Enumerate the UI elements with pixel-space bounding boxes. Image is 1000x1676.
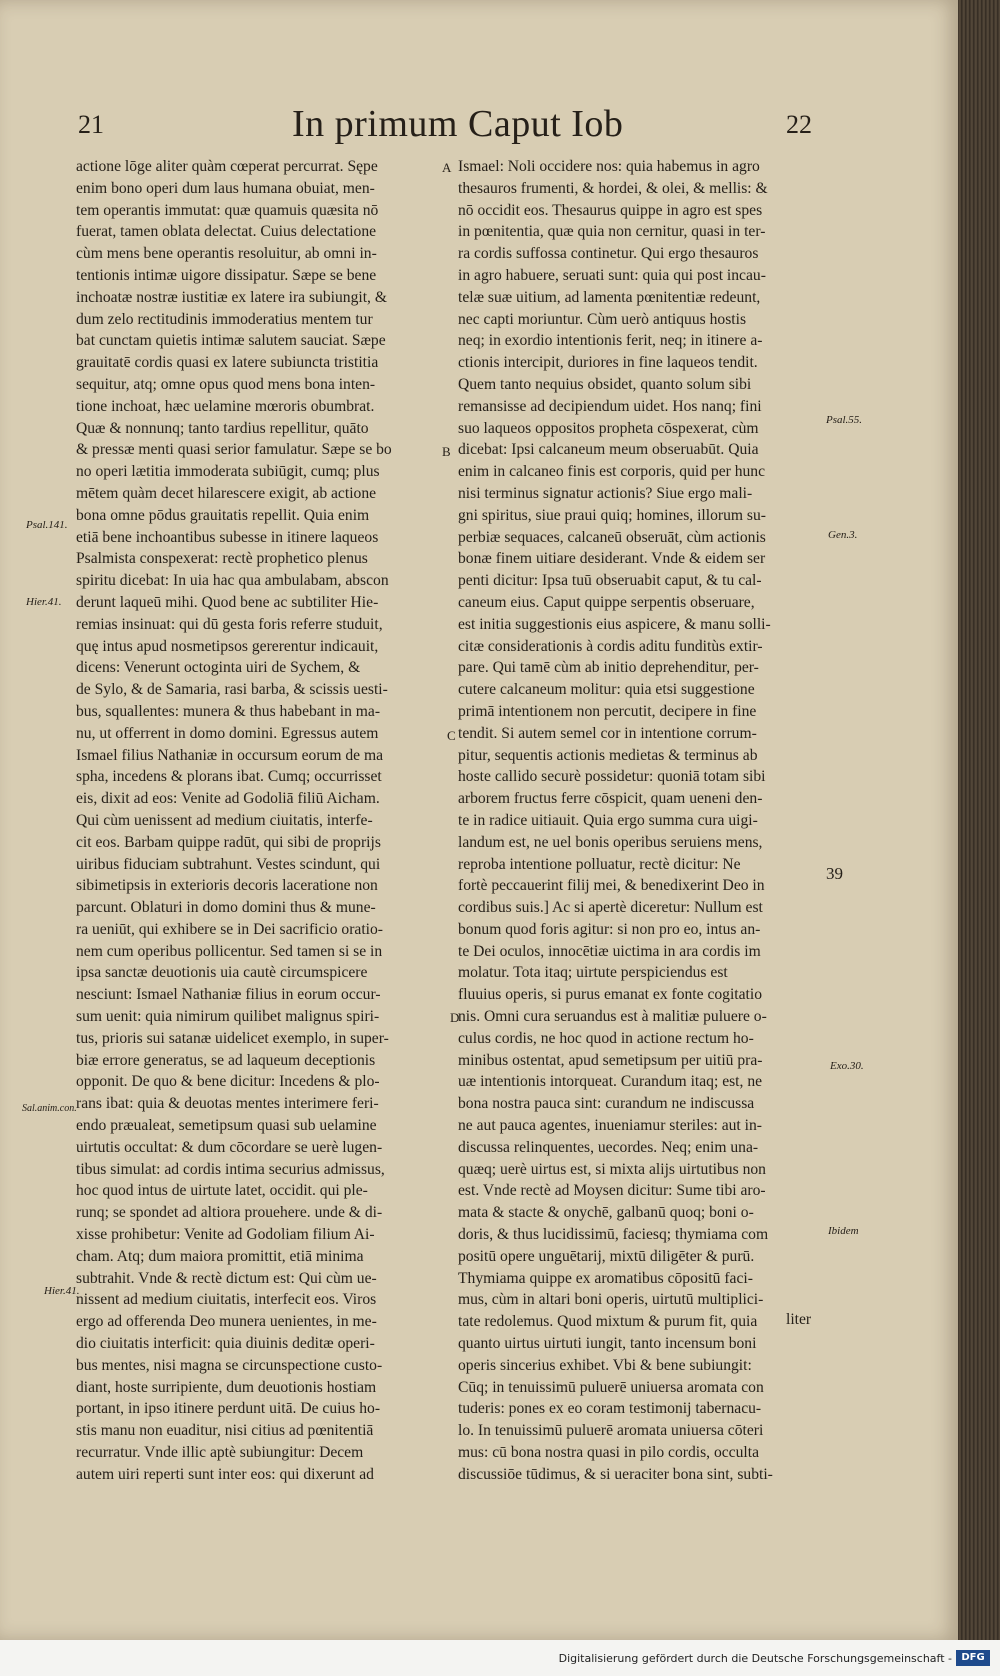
text-line: autem uiri reperti sunt inter eos: qui dixerunt ad	[76, 1465, 374, 1483]
text-line: quę intus apud nosmetipsos gererentur indicauit,	[76, 637, 379, 655]
text-line: ergo ad offerenda Deo munera uenientes, in me-	[76, 1313, 377, 1331]
text-line: Psalmista conspexerat: rectè prophetico plenus	[76, 550, 368, 568]
page-number-right: 22	[786, 110, 812, 139]
text-line: hoste callido securè possidetur: quoniā totam sibi	[458, 768, 766, 786]
text-line: remansisse ad decipiendum uidet. Hos nanq; fini	[458, 397, 762, 415]
text-line: nō occidit eos. Thesaurus quippe in agro est spes	[458, 201, 763, 219]
text-line: biæ errore generatus, se ad laqueum deceptionis	[76, 1051, 376, 1069]
text-line: ipsa sanctæ deuotionis uia cautè circumspicere	[76, 964, 368, 982]
text-line: remias insinuat: qui dū gesta foris referre studuit,	[76, 615, 383, 633]
text-line: nissent ad medium ciuitatis, interfecit eos. Viros	[76, 1291, 377, 1309]
book-page-edges	[958, 0, 1000, 1640]
text-line: mus: cū bona nostra quasi in pilo cordis, occulta	[458, 1444, 759, 1462]
text-line: fuerat, tamen oblata delectat. Cuius delectatione	[76, 223, 377, 241]
text-line: sibimetipsis in exterioris decoris laceratione non	[76, 877, 378, 895]
text-line: est. Vnde rectè ad Moysen dicitur: Sume tibi aro-	[458, 1182, 766, 1200]
text-line: spha, incedens & plorans ibat. Cumq; occurrisset	[76, 768, 382, 786]
text-line: suo laqueos oppositos propheta cōspexerat, cùm	[458, 419, 759, 437]
text-line: tate redolemus. Quod mixtum & purum fit, quia	[458, 1313, 758, 1331]
margin-note-right: 39	[826, 864, 843, 883]
text-line: no operi lætitia immoderata subiūgit, cumq; plus	[76, 463, 380, 481]
text-line: xisse prohibetur: Venite ad Godoliam filium Ai-	[76, 1226, 375, 1244]
text-line: nem cum operibus pollicentur. Sed tamen si se in	[76, 942, 383, 960]
text-line: dum zelo rectitudinis immoderatius mentem tur	[76, 310, 373, 328]
text-line: mus, cùm in altari boni operis, uirtutū multiplici-	[458, 1291, 764, 1309]
text-line: gni spiritus, siue praui quiq; homines, illorum su-	[458, 506, 766, 524]
text-line: nesciunt: Ismael Nathaniæ filius in eorum occur-	[76, 986, 381, 1004]
margin-note-right: Psal.55.	[826, 414, 863, 426]
text-line: sequitur, atq; omne opus quod mens bona inten-	[76, 375, 376, 393]
text-line: opponit. De quo & bene dicitur: Incedens & plo-	[76, 1073, 380, 1091]
section-letter-b: B	[442, 444, 451, 459]
text-line: etiā bene inchoantibus subesse in itinere laqueos	[76, 528, 379, 546]
text-line: uæ intentionis intorqueat. Curandum itaq; est, ne	[458, 1073, 763, 1091]
text-line: bat cunctam quietis intimæ salutem sauciat. Sæpe	[76, 332, 386, 350]
text-line: bona nostra pauca sint: curandum ne indiscussa	[458, 1095, 755, 1113]
text-line: positū opere unguētarij, mixtū diligēter & purū.	[458, 1247, 755, 1265]
right-text-column	[458, 156, 820, 1486]
text-line: derunt laqueū mihi. Quod bene ac subtiliter Hie-	[76, 593, 379, 611]
text-line: nu, ut offerrent in domo domini. Egressus autem	[76, 724, 379, 742]
text-line: minibus ostentat, apud semetipsum per uitiū pra-	[458, 1051, 763, 1069]
text-line: discussiōe tūdimus, & si ueraciter bona sint, subti-	[458, 1465, 773, 1483]
text-line: runq; se spondet ad altiora prouehere. unde & di-	[76, 1204, 383, 1222]
text-line: tendit. Si autem semel cor in intentione corrum-	[458, 724, 757, 742]
text-line: cordibus suis.] Ac si apertè diceretur: Nullum est	[458, 899, 763, 917]
text-line: fortè peccauerint filij mei, & benedixerint Deo in	[458, 877, 765, 895]
section-letter-d: D	[450, 1010, 460, 1025]
catchword: liter	[786, 1311, 812, 1328]
text-line: thesauros frumenti, & hordei, & olei, & mellis: &	[458, 179, 768, 197]
text-line: hoc quod intus de uirtute latet, occidit. qui ple-	[76, 1182, 368, 1200]
text-line: inchoatæ nostræ iustitiæ ex latere ira subiungit, &	[76, 288, 387, 306]
text-line: landum est, ne uel bonis operibus seruiens mens,	[458, 833, 763, 851]
text-line: cutere calcaneum molitur: quia etsi suggestione	[458, 681, 755, 699]
text-line: dicebat: Ipsi calcaneum meum obseruabūt. Quia	[458, 441, 759, 459]
text-line: operis sincerius exhibet. Vbi & bene subiungit:	[458, 1356, 752, 1374]
text-line: Quæ & nonnunq; tanto tardius repellitur, quāto	[76, 419, 369, 437]
text-line: spiritu dicebat: In uia hac qua ambulabam, abscon	[76, 572, 389, 590]
text-line: bona omne pōdus grauitatis repellit. Quia enim	[76, 506, 370, 524]
text-line: subtrahit. Vnde & rectè dictum est: Qui cùm ue-	[76, 1269, 377, 1287]
text-line: te in radice uitiauit. Quia ergo summa cura uigi-	[458, 811, 758, 829]
text-line: sum uenit: quia nimirum quilibet malignus spiri-	[76, 1008, 380, 1026]
text-line: endo præualeat, semetipsum quasi sub uelamine	[76, 1117, 377, 1135]
text-line: reproba intentione polluatur, rectè dicitur: Ne	[458, 855, 741, 873]
text-line: penti dicitur: Ipsa tuū obseruabit caput, & tu cal-	[458, 572, 762, 590]
text-line: tus, prioris sui satanæ uidelicet exemplo, in super-	[76, 1029, 389, 1047]
text-line: Ismael filius Nathaniæ in occursum eorum de ma	[76, 746, 384, 764]
text-line: est initia suggestionis eius aspicere, & manu solli-	[458, 615, 771, 633]
text-line: citæ considerationis à cordis aditu funditùs extir-	[458, 637, 763, 655]
text-line: tibus simulat: ad cordis intima securius admissus,	[76, 1160, 385, 1178]
text-line: mētem quàm decet hilarescere exigit, ab actione	[76, 484, 377, 502]
running-title: In primum Caput Iob	[292, 103, 624, 145]
text-line: ra cordis suffossa continetur. Qui ergo thesauros	[458, 245, 759, 263]
text-line: bus, squallentes: munera & thus habebant in ma-	[76, 702, 381, 720]
text-line: cham. Atq; dum maiora promittit, etiā minima	[76, 1247, 364, 1265]
text-line: culus cordis, ne hoc quod in actione rectum ho-	[458, 1029, 754, 1047]
text-line: stis manu non euaditur, nisi citius ad pœnitentiā	[76, 1422, 374, 1440]
text-line: nec capti moriuntur. Cùm uerò antiquus hostis	[458, 310, 747, 328]
text-line: telæ suæ uitium, ad lamenta pœnitentiæ redeunt,	[458, 288, 761, 306]
text-line: molatur. Tota itaq; uirtute perspiciendus est	[458, 964, 728, 982]
margin-note-right: Ibidem	[828, 1225, 859, 1237]
text-line: Thymiama quippe ex aromatibus cōpositū faci-	[458, 1269, 753, 1287]
text-line: Quem tanto nequius obsidet, quanto solum sibi	[458, 375, 752, 393]
text-line: caneum eius. Caput quippe serpentis obseruare,	[458, 593, 755, 611]
page-number-left: 21	[78, 110, 104, 139]
text-line: uiribus fiduciam subtrahunt. Vestes scindunt, qui	[76, 855, 381, 873]
text-line: neq; in exordio intentionis ferit, neq; in itinere a-	[458, 332, 763, 350]
text-line: enim bono operi dum laus humana obuiat, men-	[76, 179, 375, 197]
text-line: Cūq; in tenuissimū puluerē uniuersa aromata con	[458, 1378, 764, 1396]
text-line: actione lōge aliter quàm cœperat percurrat. Sępe	[76, 158, 378, 175]
text-line: pare. Qui tamē cùm ab initio deprehenditur, per-	[458, 659, 759, 677]
text-line: quanto uirtus uirtuti iungit, tanto incensum boni	[458, 1335, 757, 1353]
text-line: ra ueniūt, qui exhibere se in Dei sacrificio oratio-	[76, 920, 383, 938]
text-line: bonum quod foris agitur: si non pro eo, intus an-	[458, 920, 761, 938]
text-line: diant, hoste surripiente, dum deuotionis hostiam	[76, 1378, 377, 1396]
text-line: bonæ finem uitiare desiderant. Vnde & eidem ser	[458, 550, 766, 568]
text-line: in pœnitentia, quæ quia non cernitur, quasi in ter-	[458, 223, 766, 241]
text-line: nisi terminus signatur actionis? Siue ergo mali-	[458, 484, 753, 502]
text-line: primā intentionem non percutit, decipere in fine	[458, 702, 757, 720]
text-line: & pressæ menti quasi serior famulatur. Sæpe se bo	[76, 441, 392, 459]
margin-note-right: Gen.3.	[828, 529, 858, 541]
text-line: rans ibat: quia & deuotas mentes interimere feri-	[76, 1095, 379, 1113]
text-line: Qui cùm uenissent ad medium ciuitatis, interfe-	[76, 811, 373, 829]
text-line: te Dei oculos, innocētiæ uictima in ara cordis im	[458, 942, 761, 960]
text-line: discussa relinquentes, uecordes. Neq; enim una-	[458, 1138, 759, 1156]
text-line: dicens: Venerunt octoginta uiri de Sychem, &	[76, 659, 361, 677]
text-line: nis. Omni cura seruandus est à malitiæ puluere o-	[458, 1008, 767, 1026]
text-line: bus mentes, nisi magna se circunspectione custo-	[76, 1356, 383, 1374]
text-line: eis, dixit ad eos: Venite ad Godoliā filiū Aicham.	[76, 790, 380, 808]
text-line: portant, in ipso itinere perdunt uitā. De cuius ho-	[76, 1400, 381, 1418]
margin-note-left: Psal.141.	[26, 519, 68, 531]
text-line: enim in calcaneo finis est corporis, quid per hunc	[458, 463, 766, 481]
text-line: de Sylo, & de Samaria, rasi barba, & scissis uesti-	[76, 681, 388, 699]
dfg-logo: DFG	[956, 1650, 990, 1666]
text-line: dio ciuitatis interficit: quia diuinis deditæ operi-	[76, 1335, 375, 1353]
text-line: quæq; uerè uirtus est, si mixta alijs uirtutibus non	[458, 1160, 766, 1178]
margin-note-left: Sal.anim.con.	[22, 1103, 77, 1114]
text-line: mata & stacte & onychē, galbanū quoq; boni o-	[458, 1204, 754, 1222]
text-line: fluuius operis, si purus emanat ex fonte cogitatio	[458, 986, 763, 1004]
text-line: ctionis intercipit, duriores in fine laqueos tendit.	[458, 354, 758, 372]
footer-credit: Digitalisierung gefördert durch die Deutsche Forschungsgemeinschaft -	[558, 1652, 952, 1665]
text-line: lo. In tenuissimū puluerē aromata uniuersa cōteri	[458, 1422, 764, 1440]
text-line: tuderis: pones ex eo coram testimonij tabernacu-	[458, 1400, 762, 1418]
text-line: doris, & thus lucidissimū, faciesq; thymiama com	[458, 1226, 769, 1244]
text-line: uirtutis occultat: & dum cōcordare se uerè lugen-	[76, 1138, 383, 1156]
text-line: arborem fructus ferre cōspicit, quam ueneni den-	[458, 790, 763, 808]
margin-note-right: Exo.30.	[830, 1060, 864, 1072]
text-line: tem operantis immutat: quæ quamuis quæsita nō	[76, 201, 379, 219]
text-line: recurratur. Vnde illic aptè subiungitur: Decem	[76, 1444, 364, 1462]
section-letter-a: A	[442, 160, 452, 175]
margin-note-left: Hier.41.	[26, 596, 62, 608]
text-line: in agro habuere, seruati sunt: quia qui post incau-	[458, 266, 766, 284]
text-line: tentionis intimæ uigore dissipatur. Sæpe se bene	[76, 266, 377, 284]
text-line: cit eos. Barbam quippe radūt, qui sibi de proprijs	[76, 833, 381, 851]
text-line: grauitatē cordis quasi ex latere subiuncta tristitia	[76, 354, 379, 372]
text-line: Ismael: Noli occidere nos: quia habemus in agro	[458, 158, 760, 175]
text-line: parcunt. Oblaturi in domo domini thus & mune-	[76, 899, 376, 917]
text-line: tione inchoat, hæc uelamine mœroris obumbrat.	[76, 397, 375, 415]
left-text-column	[76, 156, 444, 1486]
section-letter-c: C	[447, 728, 456, 743]
text-line: ne aut pauca agentes, inueniamur steriles: aut in-	[458, 1117, 762, 1135]
text-line: pitur, sequentis actionis medietas & terminus ab	[458, 746, 758, 764]
text-line: perbiæ sequaces, calcaneū obseruāt, cùm actionis	[458, 528, 766, 546]
text-line: cùm mens bene operantis resoluitur, ab omni in-	[76, 245, 377, 263]
margin-note-left: Hier.41.	[44, 1285, 80, 1297]
